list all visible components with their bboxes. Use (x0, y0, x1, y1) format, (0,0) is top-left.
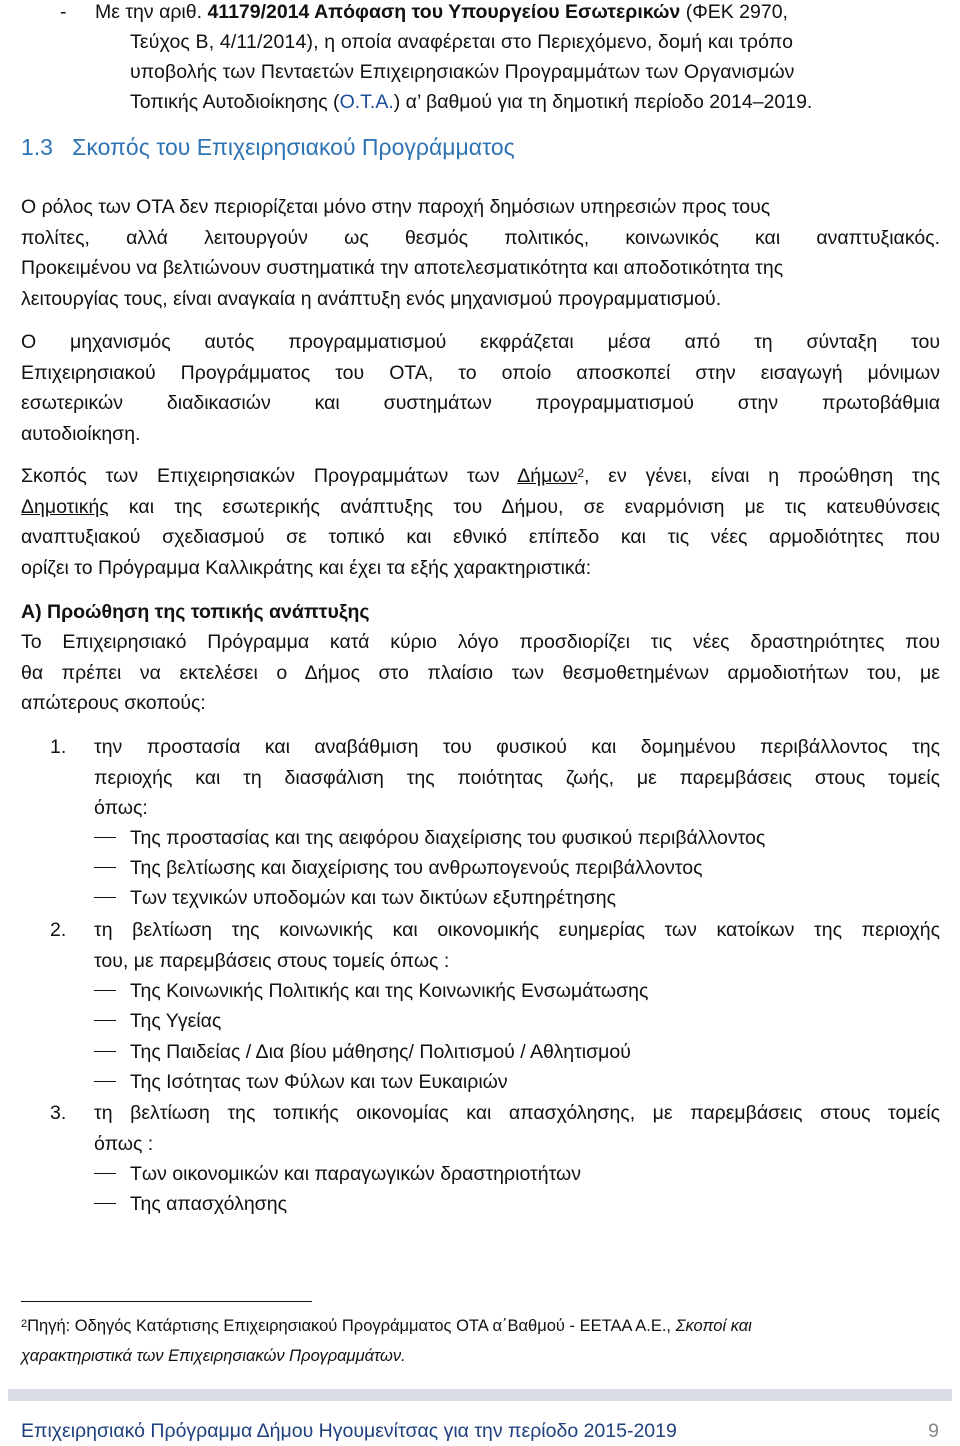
footnote: $^2$Πηγή: Οδηγός Κατάρτισης Επιχειρησιακού Προγράμματος ΟΤΑ α΄Βαθμού - ΕΕΤΑΑ Α.Ε., Σκοποί και χαρακτηριστικά των Επιχειρησιακών Προγραμμάτων. (21, 1317, 752, 1365)
footnote-divider (21, 1301, 312, 1302)
top-line-3: υποβολής των Πενταετών Επιχειρησιακών Προγραμμάτων των Οργανισμών (130, 61, 795, 83)
page-number: 9 (928, 1420, 939, 1442)
sub-list-item: Της Ισότητας των Φύλων και των Ευκαιριών (94, 1067, 508, 1098)
paragraph-mechanism: Ο μηχανισμός αυτός προγραμματισμού εκφράζεται μέσα από τη σύνταξη του Επιχειρησιακού Προγράμματος του ΟΤΑ, το οποίο αποσκοπεί στην εισαγωγή μόνιμων εσωτερικών διαδικασιών και συστημάτων προγραμματισμού στην πρωτοβάθμια αυτοδιοίκηση. (21, 331, 940, 445)
sub-list-item: Των τεχνικών υποδομών και των δικτύων εξυπηρέτησης (94, 883, 616, 914)
dash-bullet (94, 867, 116, 868)
subsection-a-title: Α) Προώθηση της τοπικής ανάπτυξης (21, 601, 370, 623)
footer-bar (8, 1389, 952, 1401)
dash-bullet (94, 990, 116, 991)
section-heading (21, 132, 515, 162)
section-number: 1.3 (21, 134, 53, 160)
dash-bullet (94, 837, 116, 838)
ota-abbreviation: Ο.Τ.Α. (339, 91, 394, 113)
paragraph-purpose: Σκοπός των Επιχειρησιακών Προγραμμάτων των Δήμων$^2$, εν γένει, είναι η προώθηση της Δημοτικής και της εσωτερικής ανάπτυξης του Δήμου, σε εναρμόνιση με τις κατευθύνσεις αναπτυξιακού σχεδιασμού σε τοπικό και εθνικό επίπεδο και τις νέες αρμοδιότητες που ορίζει το Πρόγραμμα Καλλικράτης και έχει τα εξής χαρακτηριστικά: (21, 465, 940, 579)
dash-bullet (94, 1203, 116, 1204)
dash-bullet (94, 897, 116, 898)
sub-list-item: Της βελτίωσης και διαχείρισης του ανθρωπογενούς περιβάλλοντος (94, 853, 702, 884)
top-line-4: Τοπικής Αυτοδιοίκησης (Ο.Τ.Α.) α’ βαθμού για τη δημοτική περίοδο 2014–2019. (130, 91, 813, 113)
sub-list-item: Της Παιδείας / Δια βίου μάθησης/ Πολιτισμού / Αθλητισμού (94, 1037, 631, 1068)
paragraph-role-of-ota: Ο ρόλος των ΟΤΑ δεν περιορίζεται μόνο στην παροχή δημόσιων υπηρεσιών προς τους πολίτες, αλλά λειτουργούν ως θεσμός πολιτικός, κοινωνικός και αναπτυξιακός. Προκειμένου να βελτιώνουν συστηματικά την αποτελεσματικότητα και αποδοτικότητα της λειτουργίας τους, είναι αναγκαία η ανάπτυξη ενός μηχανισμού προγραμματισμού. (21, 196, 940, 310)
dash-bullet (94, 1081, 116, 1082)
dash-bullet (94, 1173, 116, 1174)
sub-list-item: Των οικονομικών και παραγωγικών δραστηριοτήτων (94, 1159, 581, 1190)
footnote-number: 2 (21, 1318, 28, 1330)
top-line-2: Τεύχος Β, 4/11/2014), η οποία αναφέρεται στο Περιεχόμενο, δομή και τρόπο (130, 31, 794, 53)
footnote-reference[interactable]: 2 (577, 466, 585, 480)
document-page: - Με την αριθ. 41179/2014 Απόφαση του Υπουργείου Εσωτερικών (ΦΕΚ 2970, Τεύχος Β, 4/11/2014), η οποία αναφέρεται στο Περιεχόμενο, δομή και τρόπο υποβολής των Πενταετών Επιχειρησιακών Προγραμμάτων των Οργανισμών Τοπικής Αυτοδιοίκησης (Ο.Τ.Α.) α’ βαθμού για τη δημοτική περίοδο 2014–2019. 1.3 Σκοπός του Επιχειρησιακού Προγράμματος Ο ρόλος των ΟΤΑ δεν περιορίζεται μόνο στην παροχή δημόσιων υπηρεσιών προς τους πολίτες, αλλά λειτουργούν ως θεσμός πολιτικός, κοινωνικός και αναπτυξιακός. Προκειμένου να βελτιώνουν συστηματικά την αποτελεσματικότητα και αποδοτικότητα της λειτουργίας τους, είναι αναγκαία η ανάπτυξη ενός μηχανισμού προγραμματισμού. Ο μηχανισμός αυτός προγραμματισμού εκφράζεται μέσα από τη σύνταξη του Επιχειρησιακού Προγράμματος του ΟΤΑ, το οποίο αποσκοπεί στην εισαγωγή μόνιμων εσωτερικών διαδικασιών και συστημάτων προγραμματισμού στην πρωτοβάθμια αυτοδιοίκηση. Σκοπός των Επιχειρησιακών Προγραμμάτων των Δήμων$^2$, εν γένει, είναι η προώθηση της Δημοτικής και της εσωτερικής ανάπτυξης του Δήμου, σε εναρμόνιση με τις κατευθύνσεις αναπτυξιακού σχεδιασμού σε τοπικό και εθνικό επίπεδο και τις νέες αρμοδιότητες που ορίζει το Πρόγραμμα Καλλικράτης και έχει τα εξής χαρακτηριστικά: Α) Προώθηση της τοπικής ανάπτυξης Το Επιχειρησιακό Πρόγραμμα κατά κύριο λόγο προσδιορίζει τις νέες δραστηριότητες που θα πρέπει να εκτελέσει ο Δήμος στο πλαίσιο των θεσμοθετημένων αρμοδιοτήτων του, με απώτερους σκοπούς: 1. την προστασία και αναβάθμιση του φυσικού και δομημένου περιβάλλοντος της περιοχής και τη διασφάλιση της ποιότητας ζωής, με παρεμβάσεις στους τομείς όπως: Της προστασίας και της αειφόρου διαχείρισης του φυσικού περιβάλλοντος Της βελτίωσης και διαχείρισης του ανθρωπογενούς περιβάλλοντος Των τεχνικών υποδομών και των δικτύων εξυπηρέτησης 2. τη βελτίωση της κοινωνικής και οικονομικής ευημερίας των κατοίκων της περιοχής του, με παρεμβάσεις στους τομείς όπως : Της Κοινωνικής Πολιτικής και της Κοινωνικής Ενσωμάτωσης Της Υγείας Της Παιδείας / Δια βίου μάθησης/ Πολιτισμού / Αθλητισμού Της Ισότητας των Φύλων και των Ευκαιριών 3. τη βελτίωση της τοπικής οικονομίας και απασχόλησης, με παρεμβάσεις στους τομείς όπως : Των οικονομικών και παραγωγικών δραστηριοτήτων Της απασχόλησης $^2$Πηγή: Οδηγός Κατάρτισης Επιχειρησιακού Προγράμματος ΟΤΑ α΄Βαθμού - ΕΕΤΑΑ Α.Ε., Σκοποί και χαρακτηριστικά των Επιχειρησιακών Προγραμμάτων. Επιχειρησιακό Πρόγραμμα Δήμου Ηγουμενίτσας για την περίοδο 2015-2019 9 (0, 0, 960, 1446)
subsection-a-paragraph: Το Επιχειρησιακό Πρόγραμμα κατά κύριο λόγο προσδιορίζει τις νέες δραστηριότητες που θα πρέπει να εκτελέσει ο Δήμος στο πλαίσιο των θεσμοθετημένων αρμοδιοτήτων του, με απώτερους σκοπούς: (21, 631, 940, 714)
dash-bullet (94, 1051, 116, 1052)
sub-list-item: Της προστασίας και της αειφόρου διαχείρισης του φυσικού περιβάλλοντος (94, 823, 765, 854)
footnote-anchor-word: Δήμων (517, 465, 578, 487)
sub-list-item: Της Κοινωνικής Πολιτικής και της Κοινωνικής Ενσωμάτωσης (94, 976, 648, 1007)
sub-list-item: Της απασχόλησης (94, 1189, 287, 1220)
dash-bullet (94, 1020, 116, 1021)
decision-reference: 41179/2014 Απόφαση του Υπουργείου Εσωτερικών (207, 1, 681, 23)
section-title: Σκοπός του Επιχειρησιακού Προγράμματος (72, 134, 515, 160)
sub-list-item: Της Υγείας (94, 1006, 221, 1037)
top-line-1: Με την αριθ. 41179/2014 Απόφαση του Υπουργείου Εσωτερικών (ΦΕΚ 2970, (95, 1, 788, 23)
footer-title: Επιχειρησιακό Πρόγραμμα Δήμου Ηγουμενίτσας για την περίοδο 2015-2019 (21, 1420, 677, 1442)
dash-bullet: - (60, 1, 67, 23)
